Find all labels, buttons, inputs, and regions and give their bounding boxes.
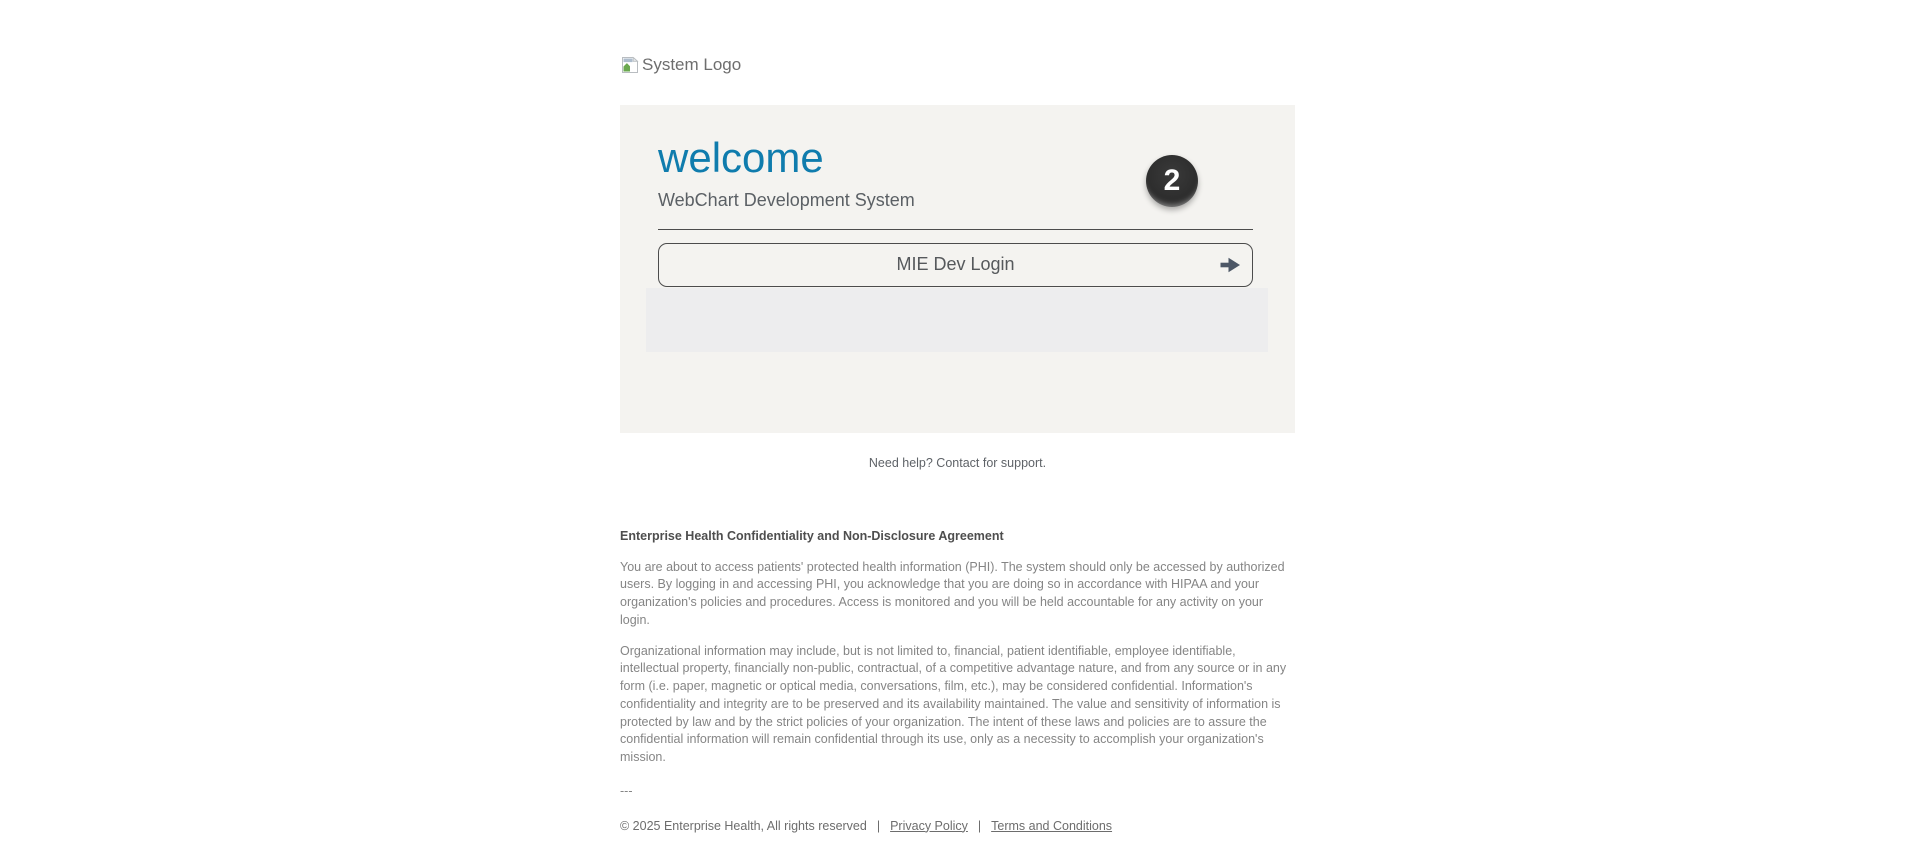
terms-and-conditions-link[interactable]: Terms and Conditions <box>991 818 1113 833</box>
step-2-badge: 2 <box>1146 155 1198 207</box>
welcome-card <box>620 105 1295 433</box>
footer-separator: | <box>876 818 881 833</box>
content-column <box>620 0 1295 835</box>
login-options-panel <box>646 288 1268 352</box>
login-button-label: MIE Dev Login <box>896 254 1015 275</box>
confidentiality-agreement <box>620 528 1295 801</box>
help-text: Need help? Contact for support. <box>868 456 1047 470</box>
agreement-paragraph-1: You are about to access patients' protected health information (PHI). The system should only be accessed by authorized users. By logging in and accessing PHI, you acknowledge that you are doing so in accordance with HIPAA and your organization's policies and procedures. Access is monitored and you will be held accountable for any activity on your login. <box>620 559 1285 627</box>
card-divider <box>658 229 1253 230</box>
logo-row <box>620 0 1295 105</box>
agreement-divider-dashes: --- <box>620 783 633 798</box>
privacy-policy-link[interactable]: Privacy Policy <box>890 818 968 833</box>
footer-separator: | <box>977 818 982 833</box>
broken-image-icon <box>620 55 642 75</box>
agreement-paragraph-2: Organizational information may include, but is not limited to, financial, patient identifiable, employee identifiable, intellectual property, financially non-public, contractual, of a competitive advantage nature, and from any source or in any form (i.e. paper, magnetic or optical media, conversations, film, etc.), may be considered confidential. Information's confidentiality and integrity are to be preserved and its availability maintained. The value and sensitivity of information is protected by law and by the strict policies of your organization. The intent of these laws and policies are to assure the confidential information will remain confidential through its use, only as a necessity to accomplish your organization's mission. <box>620 643 1287 764</box>
logo-alt-text: System Logo <box>642 55 742 74</box>
arrow-right-icon <box>1219 257 1241 273</box>
copyright-text: © 2025 Enterprise Health, All rights reserved <box>620 818 867 833</box>
system-logo <box>620 55 741 75</box>
system-subtitle: WebChart Development System <box>658 190 915 211</box>
page-title: welcome <box>658 134 824 181</box>
page-footer <box>620 818 1295 836</box>
mie-dev-login-button[interactable] <box>658 243 1253 287</box>
agreement-heading: Enterprise Health Confidentiality and Non-Disclosure Agreement <box>620 528 1004 543</box>
